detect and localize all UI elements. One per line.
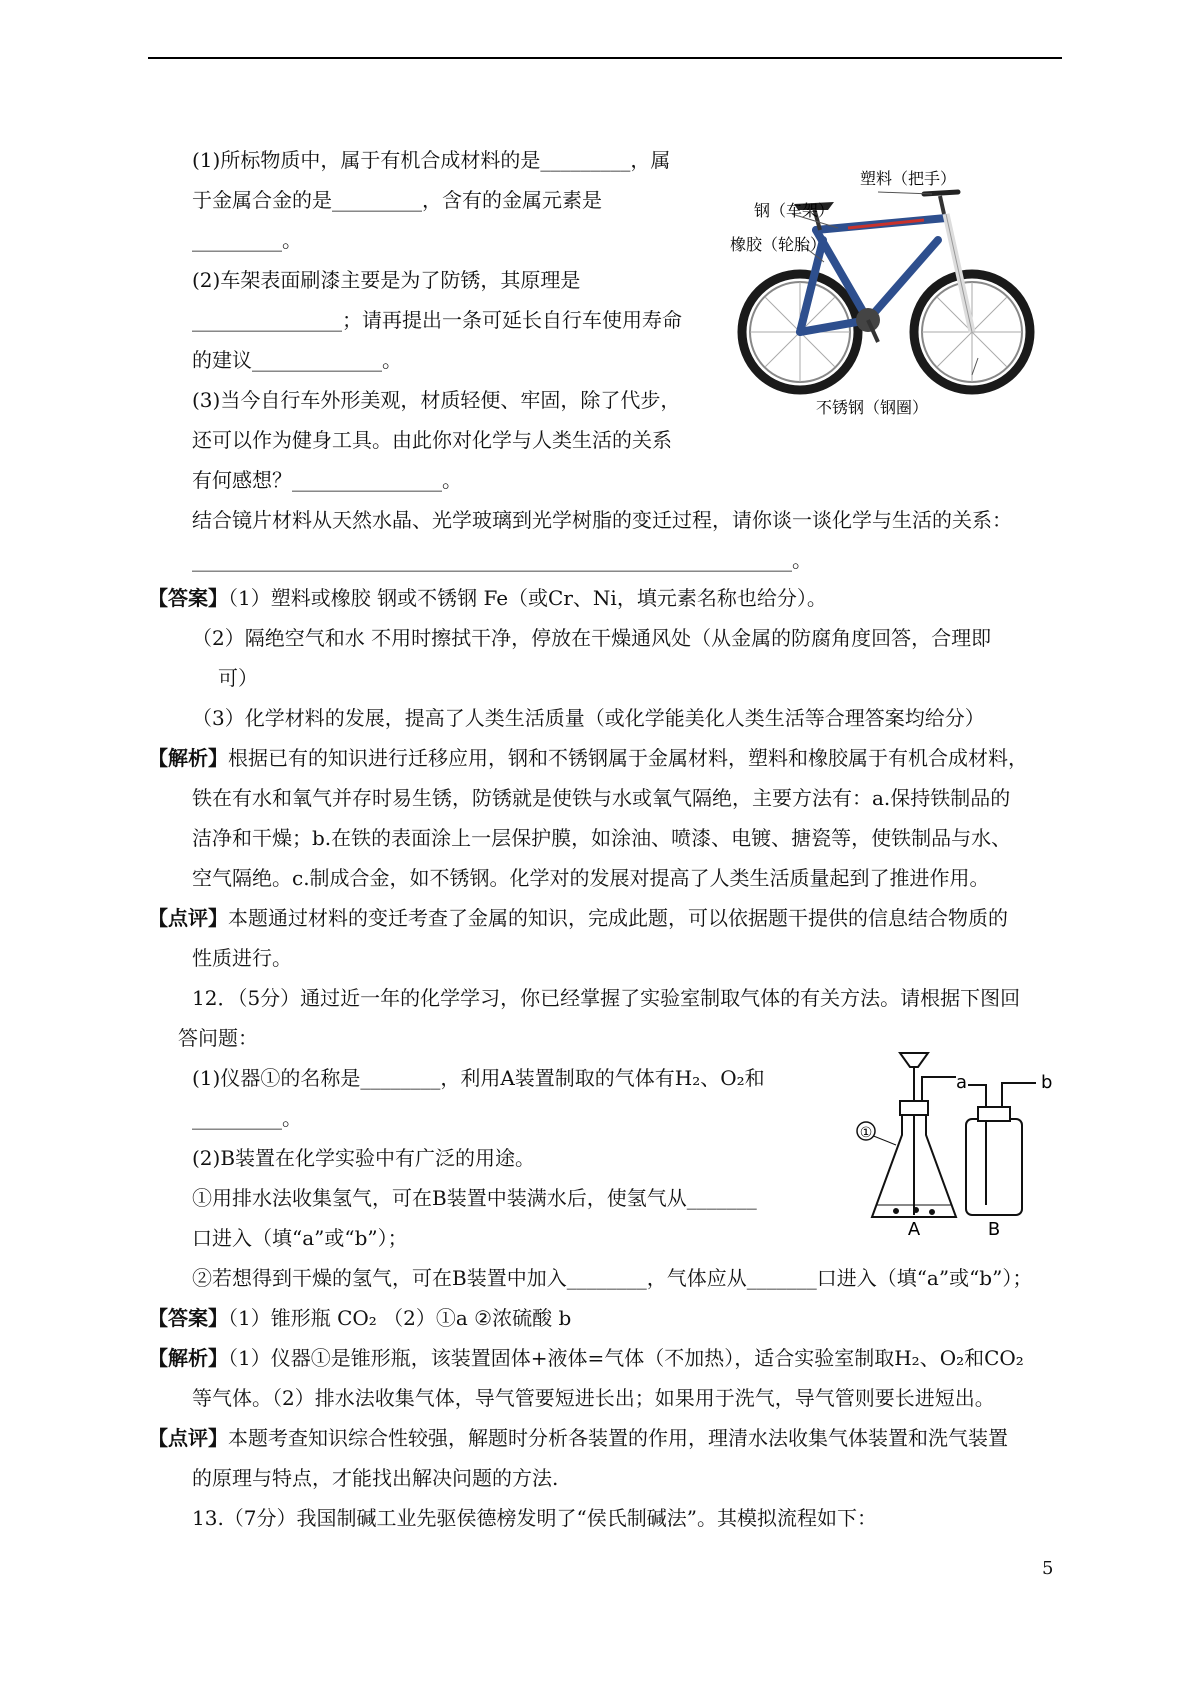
q11-line-3: _________。 [192,228,302,252]
q11-line-6: 的建议_____________。 [192,348,402,372]
comment-tag: 【点评】 [148,1426,228,1450]
answer-11-line-1: （1）塑料或橡胶 钢或不锈钢 Fe（或Cr、Ni，填元素名称也给分）。 [228,586,827,610]
answer-11-line-2b: 可） [218,666,258,690]
q12-line-2: 答问题： [178,1026,258,1050]
comment-11 [148,903,1008,933]
analysis-12-line-2: 等气体。（2）排水法收集气体，导气管要短进长出；如果用于洗气，导气管则要长进短出。 [192,1386,995,1410]
analysis-11 [148,743,1028,773]
label-port-a: a [956,1072,968,1093]
answer-tag: 【答案】 [148,586,228,610]
label-instrument-1: ① [859,1125,873,1141]
analysis-11-line-4: 空气隔绝。c.制成合金，如不锈钢。化学对的发展对提高了人类生活质量起到了推进作用。 [192,866,990,890]
label-device-B: B [987,1219,1001,1235]
analysis-11-line-3: 洁净和干燥；b.在铁的表面涂上一层保护膜，如涂油、喷漆、电镀、搪瓷等，使铁制品与水、 [192,826,1012,850]
answer-11-line-3: （3）化学材料的发展，提高了人类生活质量（或化学能美化人类生活等合理答案均给分） [192,706,985,730]
q12-line-8: ②若想得到干燥的氢气，可在B装置中加入________，气体应从_______口进入（填“a”或“b”）； [192,1266,1033,1290]
page-number: 5 [1042,1558,1054,1579]
q11-line-5: _______________；请再提出一条可延长自行车使用寿命 [192,308,682,332]
comment-12 [148,1423,1008,1453]
q12-line-7: 口进入（填“a”或“b”）； [192,1226,408,1250]
gas-bottle-icon [966,1083,1036,1215]
label-device-A: A [907,1219,921,1235]
q11-line-4: (2)车架表面刷漆主要是为了防锈，其原理是 [192,268,581,292]
q12-line-4: _________。 [192,1106,302,1130]
comment-tag: 【点评】 [148,906,228,930]
analysis-11-line-2: 铁在有水和氧气并存时易生锈，防锈就是使铁与水或氧气隔绝，主要方法有：a.保持铁制品的 [192,786,1011,810]
analysis-12 [148,1343,1024,1373]
apparatus-figure [856,1045,1066,1235]
answer-12-line-1: （1）锥形瓶 CO₂ （2）①a ②浓硫酸 b [228,1306,572,1330]
answer-12 [148,1303,571,1333]
q11-line-8: 还可以作为健身工具。由此你对化学与人类生活的关系 [192,428,672,452]
header-rule [148,57,1062,59]
label-rubber-tire: 橡胶（轮胎） [730,235,827,254]
q11-line-11: ____________________________________________________________。 [192,548,812,572]
comment-11-line-2: 性质进行。 [192,946,292,970]
answer-tag: 【答案】 [148,1306,228,1330]
answer-11 [148,583,827,613]
label-port-b: b [1041,1072,1053,1093]
analysis-tag: 【解析】 [148,1346,228,1370]
comment-12-line-1: 本题考查知识综合性较强，解题时分析各装置的作用，理清水法收集气体装置和洗气装置 [228,1426,1008,1450]
analysis-11-line-1: 根据已有的知识进行迁移应用，钢和不锈钢属于金属材料，塑料和橡胶属于有机合成材料， [228,746,1028,770]
q12-line-1: 12．（5分）通过近一年的化学学习，你已经掌握了实验室制取气体的有关方法。请根据下图回 [192,986,1021,1010]
label-steel-frame: 钢（车架） [754,201,835,220]
q11-line-10: 结合镜片材料从天然水晶、光学玻璃到光学树脂的变迁过程，请你谈一谈化学与生活的关系： [192,508,1012,532]
bicycle-icon [742,192,1030,390]
label-stainless-rim: 不锈钢（钢圈） [816,398,929,417]
flask-apparatus-icon [866,1053,956,1217]
q13-line-1: 13.（7分）我国制碱工业先驱侯德榜发明了“侯氏制碱法”。其模拟流程如下： [192,1506,877,1530]
q11-line-1: (1)所标物质中，属于有机合成材料的是_________，属 [192,148,671,172]
label-plastic: 塑料（把手） [859,170,957,188]
comment-11-line-1: 本题通过材料的变迁考查了金属的知识，完成此题，可以依据题干提供的信息结合物质的 [228,906,1008,930]
q12-line-5: (2)B装置在化学实验中有广泛的用途。 [192,1146,536,1170]
q11-line-7: (3)当今自行车外形美观，材质轻便、牢固，除了代步， [192,388,681,412]
q12-line-3: (1)仪器①的名称是________，利用A装置制取的气体有H₂、O₂和 [192,1066,765,1090]
q11-line-2: 于金属合金的是_________，含有的金属元素是 [192,188,602,212]
analysis-tag: 【解析】 [148,746,228,770]
comment-12-line-2: 的原理与特点，才能找出解决问题的方法. [192,1466,559,1490]
q11-line-9: 有何感想？_______________。 [192,468,462,492]
q12-line-6: ①用排水法收集氢气，可在B装置中装满水后，使氢气从_______ [192,1186,757,1210]
bicycle-figure [728,170,1064,418]
answer-11-line-2: （2）隔绝空气和水 不用时擦拭干净，停放在干燥通风处（从金属的防腐角度回答，合理即 [192,626,992,650]
analysis-12-line-1: （1）仪器①是锥形瓶，该装置固体+液体=气体（不加热），适合实验室制取H₂、O₂和CO₂ [228,1346,1024,1370]
